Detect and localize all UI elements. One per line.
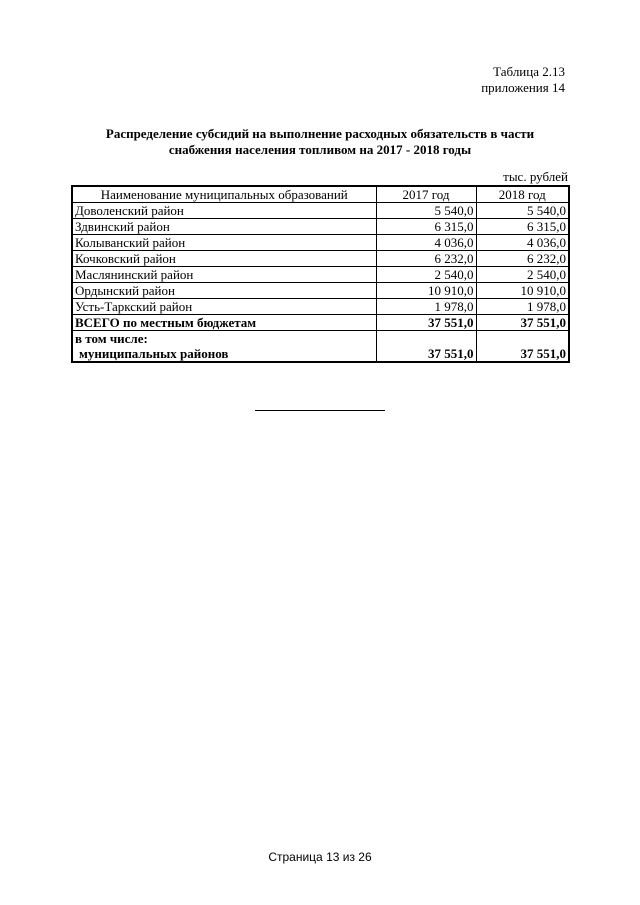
row-name: Доволенский район <box>72 203 376 219</box>
municipal-districts-label: муниципальных районов <box>72 346 376 362</box>
row-value-2017: 6 315,0 <box>376 219 476 235</box>
column-header-2017: 2017 год <box>376 186 476 203</box>
table-row <box>72 219 569 235</box>
including-empty-2017 <box>376 331 476 347</box>
units-label: тыс. рублей <box>503 169 568 184</box>
table-row <box>72 299 569 315</box>
subsidy-table <box>71 185 570 363</box>
table-row <box>72 251 569 267</box>
row-value-2018: 6 315,0 <box>476 219 569 235</box>
row-name: Усть-Таркский район <box>72 299 376 315</box>
title-line-1: Распределение субсидий на выполнение расходных обязательств в части <box>105 126 535 141</box>
table-header-row <box>72 186 569 203</box>
row-name: Кочковский район <box>72 251 376 267</box>
table-number: Таблица 2.13 <box>493 64 565 79</box>
row-value-2017: 6 232,0 <box>376 251 476 267</box>
total-label: ВСЕГО по местным бюджетам <box>72 315 376 331</box>
total-row <box>72 315 569 331</box>
municipal-districts-row <box>72 346 569 362</box>
municipal-value-2017: 37 551,0 <box>376 346 476 362</box>
row-value-2017: 10 910,0 <box>376 283 476 299</box>
including-label: в том числе: <box>72 331 376 347</box>
document-title <box>70 126 570 158</box>
row-name: Ордынский район <box>72 283 376 299</box>
page-number: Страница 13 из 26 <box>268 850 372 864</box>
row-value-2017: 1 978,0 <box>376 299 476 315</box>
row-value-2018: 1 978,0 <box>476 299 569 315</box>
row-name: Маслянинский район <box>72 267 376 283</box>
column-header-name: Наименование муниципальных образований <box>72 186 376 203</box>
end-separator-line <box>255 410 385 411</box>
appendix-reference: приложения 14 <box>481 80 565 95</box>
row-value-2018: 10 910,0 <box>476 283 569 299</box>
including-empty-2018 <box>476 331 569 347</box>
row-value-2017: 2 540,0 <box>376 267 476 283</box>
table-row <box>72 203 569 219</box>
table-row <box>72 283 569 299</box>
total-value-2018: 37 551,0 <box>476 315 569 331</box>
row-value-2017: 4 036,0 <box>376 235 476 251</box>
row-value-2018: 5 540,0 <box>476 203 569 219</box>
including-row <box>72 331 569 347</box>
row-value-2018: 4 036,0 <box>476 235 569 251</box>
table-row <box>72 267 569 283</box>
table-row <box>72 235 569 251</box>
row-value-2018: 6 232,0 <box>476 251 569 267</box>
row-value-2017: 5 540,0 <box>376 203 476 219</box>
column-header-2018: 2018 год <box>476 186 569 203</box>
row-value-2018: 2 540,0 <box>476 267 569 283</box>
row-name: Здвинский район <box>72 219 376 235</box>
total-value-2017: 37 551,0 <box>376 315 476 331</box>
row-name: Колыванский район <box>72 235 376 251</box>
municipal-value-2018: 37 551,0 <box>476 346 569 362</box>
title-line-2: снабжения населения топливом на 2017 - 2018 годы <box>168 142 472 157</box>
